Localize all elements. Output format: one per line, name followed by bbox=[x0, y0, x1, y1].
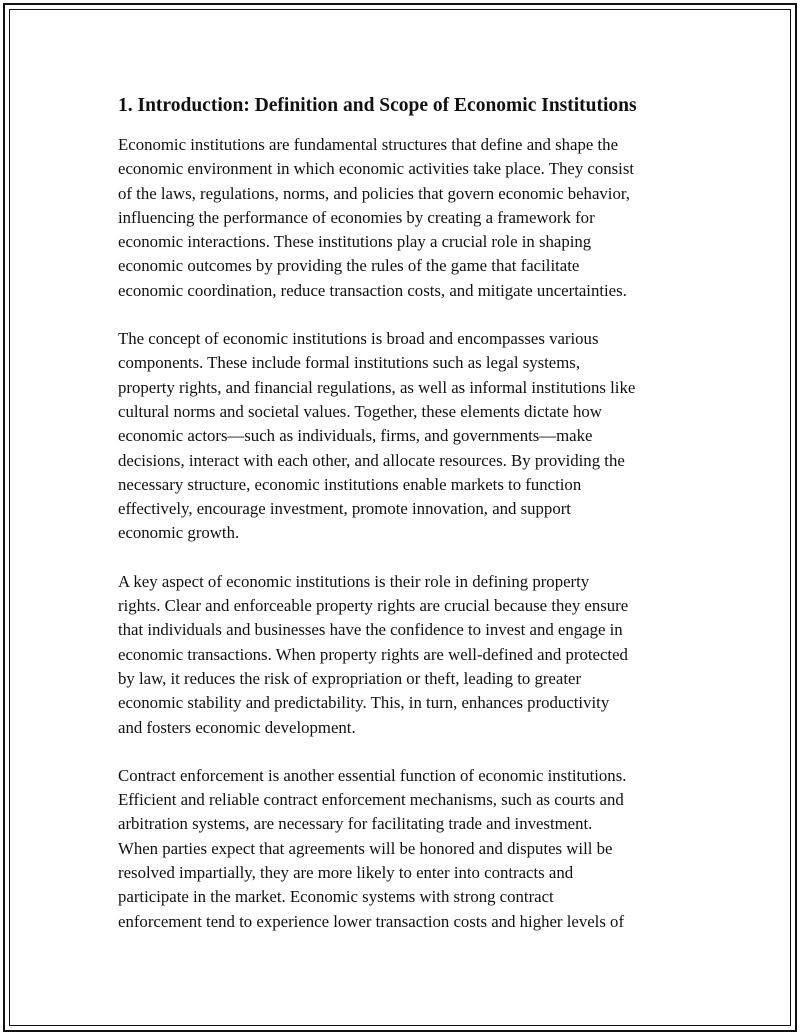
text-line: economic coordination, reduce transaction costs, and mitigate uncertainties. bbox=[118, 280, 627, 300]
text-line: cultural norms and societal values. Together, these elements dictate how bbox=[118, 401, 602, 421]
text-line: and fosters economic development. bbox=[118, 717, 356, 737]
text-line: economic environment in which economic activities take place. They consist bbox=[118, 159, 635, 179]
text-line: economic transactions. When property rights are well-defined and protected bbox=[118, 644, 628, 664]
paragraph-definition bbox=[118, 133, 690, 303]
text-line: property rights, and financial regulations, as well as informal institutions like bbox=[118, 377, 636, 397]
paragraph-contract-enforcement bbox=[118, 764, 690, 934]
text-line: When parties expect that agreements will be honored and disputes will be bbox=[118, 838, 613, 858]
text-line: effectively, encourage investment, promote innovation, and support bbox=[118, 499, 571, 519]
text-line: enforcement tend to experience lower transaction costs and higher levels of bbox=[118, 911, 625, 931]
text-line: The concept of economic institutions is broad and encompasses various bbox=[118, 329, 599, 349]
text-line: A key aspect of economic institutions is their role in defining property bbox=[118, 571, 590, 591]
text-line: arbitration systems, are necessary for facilitating trade and investment. bbox=[118, 814, 593, 834]
text-line: components. These include formal institutions such as legal systems, bbox=[118, 353, 581, 373]
text-line: resolved impartially, they are more likely to enter into contracts and bbox=[118, 863, 574, 883]
text-line: economic actors—such as individuals, firms, and governments—make bbox=[118, 426, 593, 446]
text-line: that individuals and businesses have the confidence to invest and engage in bbox=[118, 620, 623, 640]
text-line: economic growth. bbox=[118, 523, 240, 543]
text-line: Contract enforcement is another essential function of economic institutions. bbox=[118, 765, 627, 785]
text-line: Efficient and reliable contract enforcement mechanisms, such as courts and bbox=[118, 790, 624, 810]
text-line: economic interactions. These institutions play a crucial role in shaping bbox=[118, 232, 592, 252]
text-line: participate in the market. Economic systems with strong contract bbox=[118, 887, 554, 907]
paragraph-property-rights bbox=[118, 570, 690, 740]
section-heading: 1. Introduction: Definition and Scope of Economic Institutions bbox=[118, 95, 637, 116]
text-line: necessary structure, economic institutions enable markets to function bbox=[118, 474, 582, 494]
text-line: economic outcomes by providing the rules of the game that facilitate bbox=[118, 256, 580, 276]
text-line: decisions, interact with each other, and allocate resources. By providing the bbox=[118, 450, 625, 470]
text-line: by law, it reduces the risk of expropriation or theft, leading to greater bbox=[118, 668, 582, 688]
document-body bbox=[118, 93, 690, 958]
paragraph-scope bbox=[118, 327, 690, 546]
text-line: Economic institutions are fundamental structures that define and shape the bbox=[118, 135, 619, 154]
text-line: rights. Clear and enforceable property rights are crucial because they ensure bbox=[118, 596, 629, 616]
text-line: of the laws, regulations, norms, and policies that govern economic behavior, bbox=[118, 183, 630, 203]
text-line: economic stability and predictability. This, in turn, enhances productivity bbox=[118, 693, 610, 713]
text-line: influencing the performance of economies by creating a framework for bbox=[118, 207, 595, 227]
